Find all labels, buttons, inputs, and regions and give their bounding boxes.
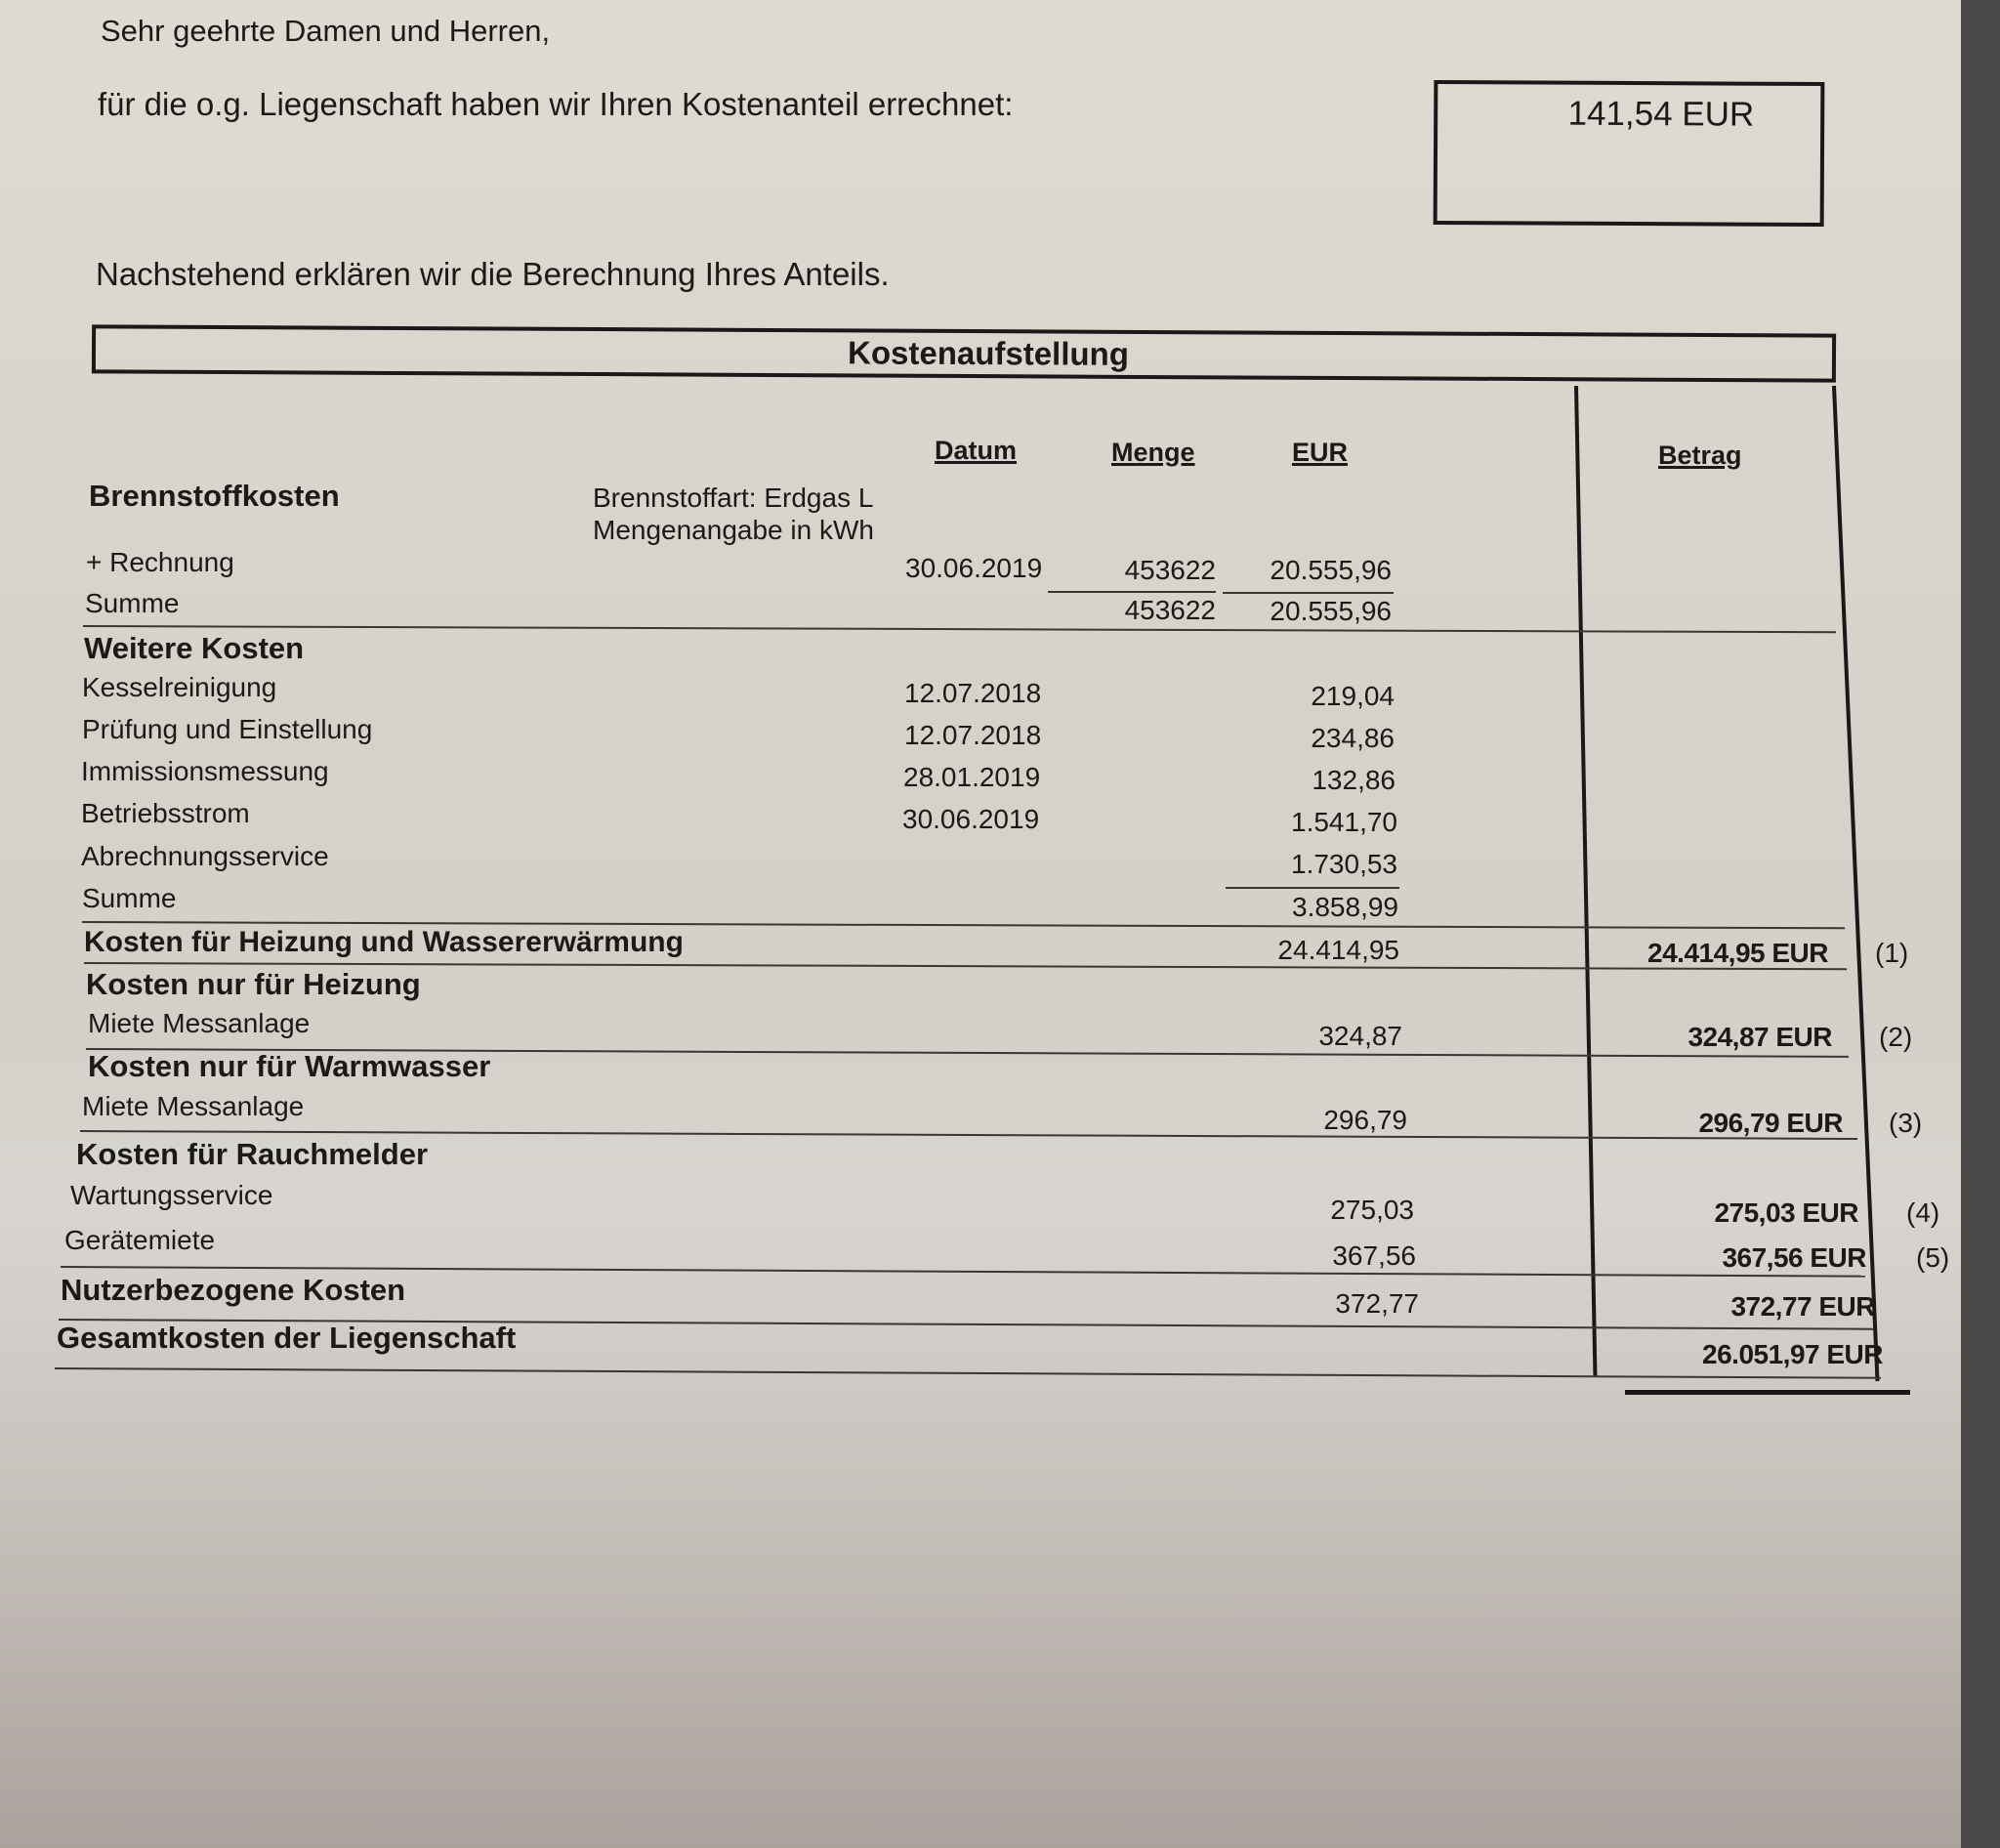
column-header-betrag: Betrag	[1658, 441, 1742, 470]
fuel-unit-note: Mengenangabe in kWh	[593, 515, 874, 545]
row-eur: 296,79	[1323, 1105, 1407, 1135]
water-only-betrag: 296,79 EUR	[1698, 1108, 1843, 1138]
reference-4: (4)	[1906, 1197, 1940, 1228]
row-eur: 234,86	[1311, 723, 1395, 753]
row-date: 12.07.2018	[904, 678, 1042, 708]
section-divider	[55, 1367, 1881, 1379]
statement-title-box	[92, 324, 1836, 382]
user-costs-label: Nutzerbezogene Kosten	[61, 1273, 406, 1307]
user-costs-eur: 372,77	[1335, 1288, 1419, 1319]
cost-share-amount: 141,54 EUR	[1567, 94, 1755, 134]
row-eur: 20.555,96	[1270, 596, 1392, 626]
row-label: Betriebsstrom	[81, 798, 250, 828]
row-eur: 219,04	[1311, 681, 1395, 711]
background-surface	[1961, 0, 2000, 1848]
row-quantity: 453622	[1124, 555, 1216, 585]
row-eur: 324,87	[1318, 1021, 1402, 1051]
row-label: Kesselreinigung	[82, 672, 277, 702]
row-eur: 20.555,96	[1270, 555, 1392, 585]
reference-3: (3)	[1889, 1108, 1923, 1138]
row-eur: 3.858,99	[1292, 892, 1398, 922]
subtotal-rule	[1223, 592, 1394, 594]
user-costs-betrag: 372,77 EUR	[1730, 1291, 1875, 1322]
row-date: 30.06.2019	[902, 804, 1040, 834]
subtotal-rule	[1226, 887, 1399, 889]
fuel-type: Brennstoffart: Erdgas L	[593, 483, 874, 513]
row-label: Miete Messanlage	[82, 1091, 305, 1121]
heating-only-heading: Kosten nur für Heizung	[86, 967, 421, 1001]
row-eur: 367,56	[1332, 1240, 1416, 1271]
betrag-column-left-border	[1574, 386, 1597, 1377]
total-costs-label: Gesamtkosten der Liegenschaft	[57, 1321, 517, 1355]
total-double-underline	[1625, 1390, 1910, 1395]
explanation-text: Nachstehend erklären wir die Berechnung Ihres Anteils.	[96, 256, 890, 292]
statement-title: Kostenaufstellung	[847, 334, 1130, 372]
heating-only-betrag: 324,87 EUR	[1688, 1022, 1832, 1052]
row-eur: 1.730,53	[1291, 849, 1397, 879]
column-header-eur: EUR	[1292, 438, 1349, 467]
row-label: Summe	[85, 588, 180, 618]
water-only-heading: Kosten nur für Warmwasser	[88, 1049, 491, 1083]
row-label: Gerätemiete	[64, 1225, 216, 1255]
fuel-costs-heading: Brennstoffkosten	[89, 479, 340, 513]
reference-1: (1)	[1875, 938, 1909, 968]
total-costs-betrag: 26.051,97 EUR	[1702, 1339, 1883, 1369]
column-header-menge: Menge	[1111, 438, 1195, 467]
row-eur: 275,03	[1330, 1195, 1414, 1225]
row-label: Prüfung und Einstellung	[82, 714, 373, 744]
row-label: Immissionsmessung	[81, 756, 329, 786]
row-date: 28.01.2019	[903, 762, 1041, 792]
heating-water-costs-label: Kosten für Heizung und Wassererwärmung	[84, 926, 684, 958]
row-label: Miete Messanlage	[88, 1008, 311, 1038]
row-label: + Rechnung	[86, 547, 234, 577]
smoke-detector-heading: Kosten für Rauchmelder	[76, 1137, 429, 1171]
column-header-datum: Datum	[935, 436, 1018, 465]
intro-text: für die o.g. Liegenschaft haben wir Ihren Kostenanteil errechnet:	[98, 86, 1014, 122]
reference-5: (5)	[1916, 1242, 1950, 1273]
row-label: Wartungsservice	[70, 1180, 273, 1210]
subtotal-rule	[1048, 591, 1216, 593]
greeting: Sehr geehrte Damen und Herren,	[101, 14, 551, 48]
row-label: Abrechnungsservice	[81, 841, 329, 871]
row-eur: 132,86	[1312, 765, 1396, 795]
smoke-rental-betrag: 367,56 EUR	[1722, 1242, 1866, 1273]
row-date: 12.07.2018	[904, 720, 1042, 750]
heating-water-eur: 24.414,95	[1277, 935, 1399, 965]
section-divider	[83, 625, 1836, 633]
smoke-maintenance-betrag: 275,03 EUR	[1714, 1197, 1858, 1228]
cost-share-box	[1434, 80, 1825, 227]
reference-2: (2)	[1879, 1022, 1913, 1052]
row-date: 30.06.2019	[905, 553, 1043, 583]
row-quantity: 453622	[1124, 595, 1216, 625]
heating-water-betrag: 24.414,95 EUR	[1647, 938, 1828, 968]
other-costs-heading: Weitere Kosten	[84, 631, 305, 665]
row-label: Summe	[82, 883, 177, 913]
row-eur: 1.541,70	[1291, 807, 1397, 837]
betrag-column-right-border	[1832, 386, 1879, 1381]
